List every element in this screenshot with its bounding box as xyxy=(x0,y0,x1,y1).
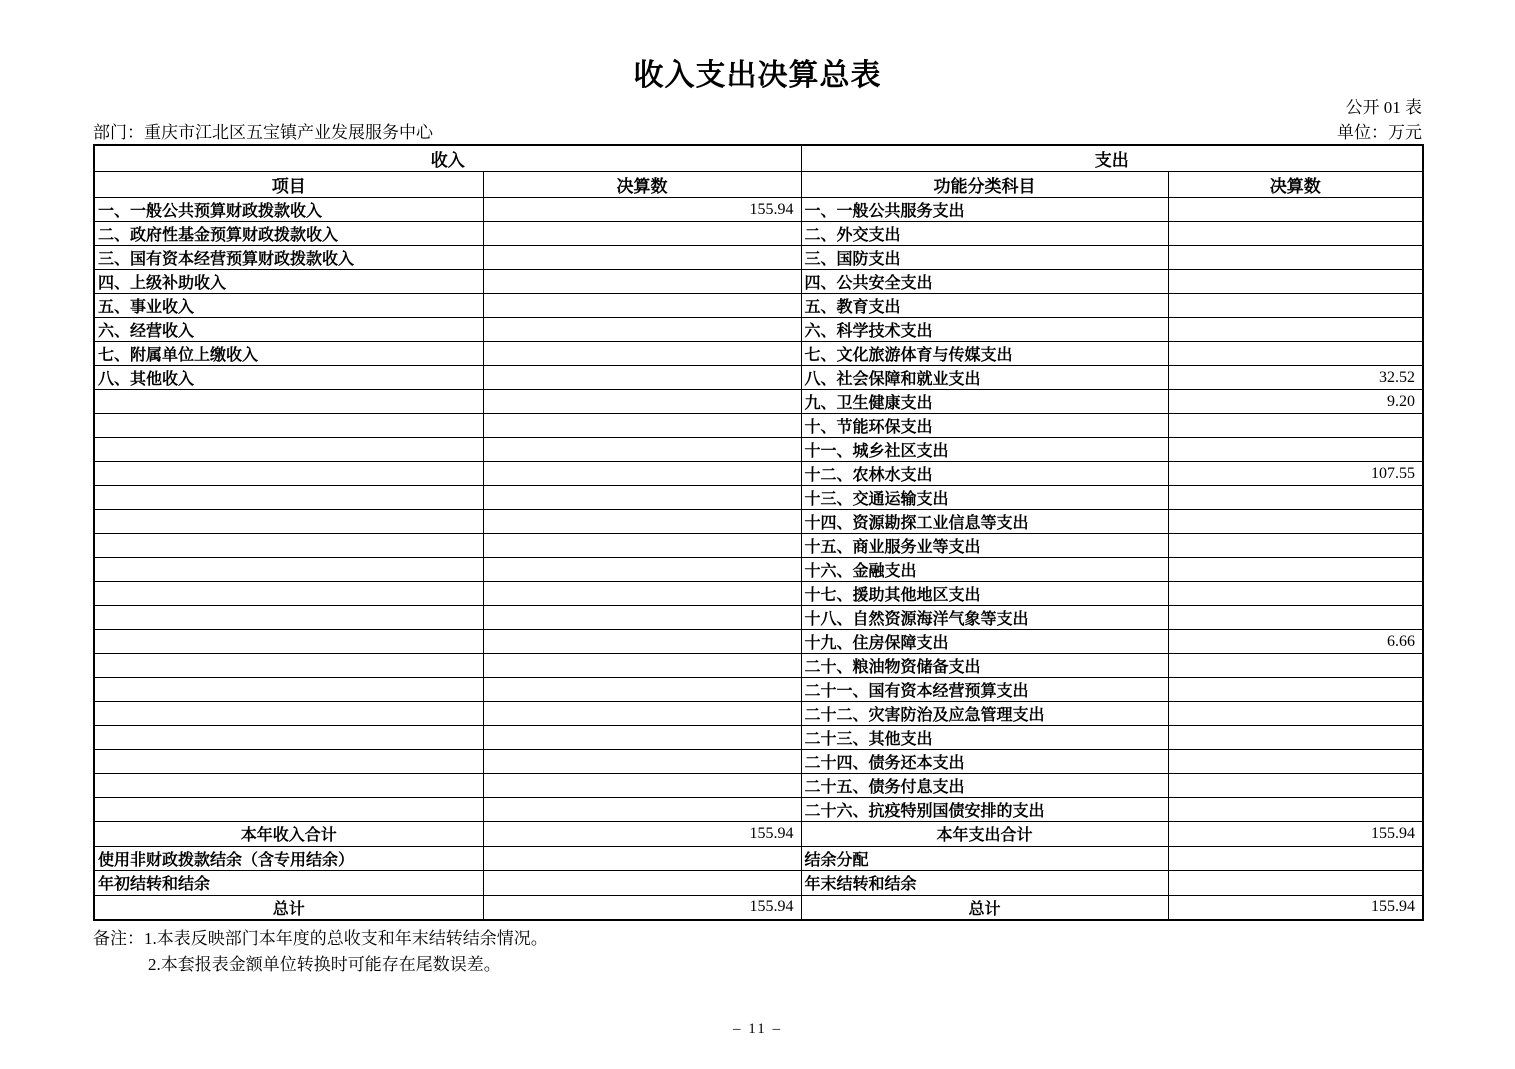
expense-item-cell: 八、社会保障和就业支出 xyxy=(801,366,1168,390)
expense-item-cell: 一、一般公共服务支出 xyxy=(801,198,1168,222)
income-item-cell xyxy=(94,798,483,822)
expense-item-cell: 二十五、债务付息支出 xyxy=(801,774,1168,798)
income-item-cell: 年初结转和结余 xyxy=(94,871,483,896)
notes-block xyxy=(93,926,548,978)
income-item-cell xyxy=(94,438,483,462)
income-section-header: 收入 xyxy=(94,145,801,172)
expense-amount-cell xyxy=(1168,798,1423,822)
expense-amount-cell xyxy=(1168,702,1423,726)
page-number: – 11 – xyxy=(733,1021,782,1037)
table-number-label: 公开 01 表 xyxy=(1345,98,1422,117)
income-amount-cell xyxy=(483,414,801,438)
income-amount-cell xyxy=(483,654,801,678)
income-item-cell xyxy=(94,774,483,798)
income-item-cell xyxy=(94,534,483,558)
col-header-income-item: 项目 xyxy=(94,172,483,198)
table-row xyxy=(94,198,1423,222)
income-item-cell xyxy=(94,462,483,486)
income-amount-cell xyxy=(483,606,801,630)
note-text-1: 1.本表反映部门本年度的总收支和年末结转结余情况。 xyxy=(144,929,548,948)
table-row xyxy=(94,678,1423,702)
expense-item-cell: 结余分配 xyxy=(801,846,1168,871)
expense-amount-cell xyxy=(1168,318,1423,342)
table-row xyxy=(94,798,1423,822)
table-row xyxy=(94,366,1423,390)
table-row xyxy=(94,606,1423,630)
expense-amount-cell xyxy=(1168,294,1423,318)
income-amount-cell xyxy=(483,510,801,534)
expense-item-cell: 年末结转和结余 xyxy=(801,871,1168,896)
final-accounts-table xyxy=(93,144,1424,921)
expense-item-cell: 九、卫生健康支出 xyxy=(801,390,1168,414)
table-row xyxy=(94,342,1423,366)
expense-amount-cell xyxy=(1168,414,1423,438)
expense-item-cell: 二十六、抗疫特别国债安排的支出 xyxy=(801,798,1168,822)
income-item-cell: 使用非财政拨款结余（含专用结余） xyxy=(94,846,483,871)
table-row xyxy=(94,222,1423,246)
note-line-2: 2.本套报表金额单位转换时可能存在尾数误差。 xyxy=(148,955,501,974)
income-item-cell xyxy=(94,414,483,438)
income-amount-cell xyxy=(483,582,801,606)
income-amount-cell xyxy=(483,798,801,822)
income-item-cell: 五、事业收入 xyxy=(94,294,483,318)
expense-amount-cell xyxy=(1168,534,1423,558)
income-amount-cell xyxy=(483,294,801,318)
expense-item-cell: 二、外交支出 xyxy=(801,222,1168,246)
expense-section-header: 支出 xyxy=(801,145,1423,172)
expense-item-cell: 七、文化旅游体育与传媒支出 xyxy=(801,342,1168,366)
table-row xyxy=(94,654,1423,678)
expense-item-cell: 总计 xyxy=(801,895,1168,920)
income-amount-cell: 155.94 xyxy=(483,822,801,847)
table-row xyxy=(94,438,1423,462)
income-amount-cell xyxy=(483,534,801,558)
table-row xyxy=(94,871,1423,896)
expense-amount-cell xyxy=(1168,198,1423,222)
table-row xyxy=(94,774,1423,798)
notes-label: 备注： xyxy=(93,929,144,948)
income-item-cell xyxy=(94,702,483,726)
unit-label: 单位：万元 xyxy=(1337,123,1422,142)
income-amount-cell: 155.94 xyxy=(483,895,801,920)
expense-item-cell: 二十四、债务还本支出 xyxy=(801,750,1168,774)
income-item-cell: 八、其他收入 xyxy=(94,366,483,390)
expense-amount-cell: 155.94 xyxy=(1168,822,1423,847)
income-amount-cell xyxy=(483,558,801,582)
table-row xyxy=(94,702,1423,726)
income-amount-cell xyxy=(483,486,801,510)
table-row xyxy=(94,822,1423,847)
expense-amount-cell xyxy=(1168,871,1423,896)
expense-amount-cell xyxy=(1168,438,1423,462)
col-header-income-amount: 决算数 xyxy=(483,172,801,198)
income-item-cell: 六、经营收入 xyxy=(94,318,483,342)
expense-amount-cell xyxy=(1168,246,1423,270)
expense-item-cell: 四、公共安全支出 xyxy=(801,270,1168,294)
income-item-cell: 二、政府性基金预算财政拨款收入 xyxy=(94,222,483,246)
expense-amount-cell xyxy=(1168,654,1423,678)
income-amount-cell xyxy=(483,270,801,294)
expense-amount-cell xyxy=(1168,222,1423,246)
expense-amount-cell: 9.20 xyxy=(1168,390,1423,414)
table-row xyxy=(94,846,1423,871)
income-item-cell xyxy=(94,630,483,654)
income-item-cell xyxy=(94,606,483,630)
expense-amount-cell xyxy=(1168,558,1423,582)
income-item-cell: 本年收入合计 xyxy=(94,822,483,847)
table-row xyxy=(94,462,1423,486)
income-amount-cell xyxy=(483,774,801,798)
income-item-cell xyxy=(94,558,483,582)
expense-amount-cell xyxy=(1168,486,1423,510)
note-line-1 xyxy=(93,926,548,952)
income-item-cell xyxy=(94,582,483,606)
table-row xyxy=(94,726,1423,750)
table-row xyxy=(94,895,1423,920)
income-item-cell xyxy=(94,510,483,534)
expense-amount-cell: 155.94 xyxy=(1168,895,1423,920)
expense-item-cell: 十二、农林水支出 xyxy=(801,462,1168,486)
expense-amount-cell: 32.52 xyxy=(1168,366,1423,390)
expense-item-cell: 十五、商业服务业等支出 xyxy=(801,534,1168,558)
expense-item-cell: 五、教育支出 xyxy=(801,294,1168,318)
table-row xyxy=(94,510,1423,534)
income-item-cell xyxy=(94,750,483,774)
income-amount-cell xyxy=(483,438,801,462)
expense-item-cell: 二十、粮油物资储备支出 xyxy=(801,654,1168,678)
table-row xyxy=(94,582,1423,606)
expense-amount-cell: 6.66 xyxy=(1168,630,1423,654)
expense-item-cell: 二十一、国有资本经营预算支出 xyxy=(801,678,1168,702)
expense-amount-cell xyxy=(1168,510,1423,534)
income-item-cell xyxy=(94,678,483,702)
department-label: 部门：重庆市江北区五宝镇产业发展服务中心 xyxy=(93,123,433,142)
income-amount-cell xyxy=(483,246,801,270)
income-item-cell: 一、一般公共预算财政拨款收入 xyxy=(94,198,483,222)
income-amount-cell xyxy=(483,462,801,486)
meta-line xyxy=(93,118,1422,143)
table-row xyxy=(94,270,1423,294)
expense-item-cell: 二十三、其他支出 xyxy=(801,726,1168,750)
income-amount-cell xyxy=(483,342,801,366)
income-item-cell xyxy=(94,390,483,414)
income-item-cell xyxy=(94,654,483,678)
table-row xyxy=(94,414,1423,438)
income-amount-cell xyxy=(483,678,801,702)
table-row xyxy=(94,294,1423,318)
col-header-expense-item: 功能分类科目 xyxy=(801,172,1168,198)
expense-item-cell: 三、国防支出 xyxy=(801,246,1168,270)
table-row xyxy=(94,750,1423,774)
expense-item-cell: 十九、住房保障支出 xyxy=(801,630,1168,654)
income-amount-cell xyxy=(483,366,801,390)
income-amount-cell xyxy=(483,318,801,342)
expense-amount-cell xyxy=(1168,846,1423,871)
income-amount-cell xyxy=(483,846,801,871)
expense-amount-cell xyxy=(1168,726,1423,750)
table-row xyxy=(94,630,1423,654)
expense-amount-cell xyxy=(1168,606,1423,630)
expense-item-cell: 十、节能环保支出 xyxy=(801,414,1168,438)
expense-item-cell: 二十二、灾害防治及应急管理支出 xyxy=(801,702,1168,726)
income-amount-cell xyxy=(483,702,801,726)
table-row xyxy=(94,318,1423,342)
expense-amount-cell xyxy=(1168,678,1423,702)
income-amount-cell xyxy=(483,390,801,414)
income-item-cell: 四、上级补助收入 xyxy=(94,270,483,294)
income-amount-cell xyxy=(483,222,801,246)
income-item-cell xyxy=(94,486,483,510)
expense-item-cell: 十三、交通运输支出 xyxy=(801,486,1168,510)
expense-item-cell: 本年支出合计 xyxy=(801,822,1168,847)
table-row xyxy=(94,390,1423,414)
expense-item-cell: 十七、援助其他地区支出 xyxy=(801,582,1168,606)
income-item-cell: 七、附属单位上缴收入 xyxy=(94,342,483,366)
expense-amount-cell xyxy=(1168,270,1423,294)
expense-amount-cell xyxy=(1168,342,1423,366)
section-header-row xyxy=(94,145,1423,172)
expense-amount-cell: 107.55 xyxy=(1168,462,1423,486)
income-item-cell: 三、国有资本经营预算财政拨款收入 xyxy=(94,246,483,270)
page-title: 收入支出决算总表 xyxy=(633,59,882,92)
income-amount-cell xyxy=(483,871,801,896)
column-header-row xyxy=(94,172,1423,198)
expense-amount-cell xyxy=(1168,582,1423,606)
income-amount-cell xyxy=(483,630,801,654)
expense-item-cell: 十一、城乡社区支出 xyxy=(801,438,1168,462)
table-row xyxy=(94,246,1423,270)
expense-item-cell: 十四、资源勘探工业信息等支出 xyxy=(801,510,1168,534)
expense-item-cell: 十六、金融支出 xyxy=(801,558,1168,582)
table-row xyxy=(94,534,1423,558)
income-amount-cell xyxy=(483,750,801,774)
income-amount-cell xyxy=(483,726,801,750)
income-amount-cell: 155.94 xyxy=(483,198,801,222)
table-row xyxy=(94,486,1423,510)
expense-amount-cell xyxy=(1168,774,1423,798)
income-item-cell: 总计 xyxy=(94,895,483,920)
expense-amount-cell xyxy=(1168,750,1423,774)
col-header-expense-amount: 决算数 xyxy=(1168,172,1423,198)
expense-item-cell: 六、科学技术支出 xyxy=(801,318,1168,342)
income-item-cell xyxy=(94,726,483,750)
expense-item-cell: 十八、自然资源海洋气象等支出 xyxy=(801,606,1168,630)
table-row xyxy=(94,558,1423,582)
